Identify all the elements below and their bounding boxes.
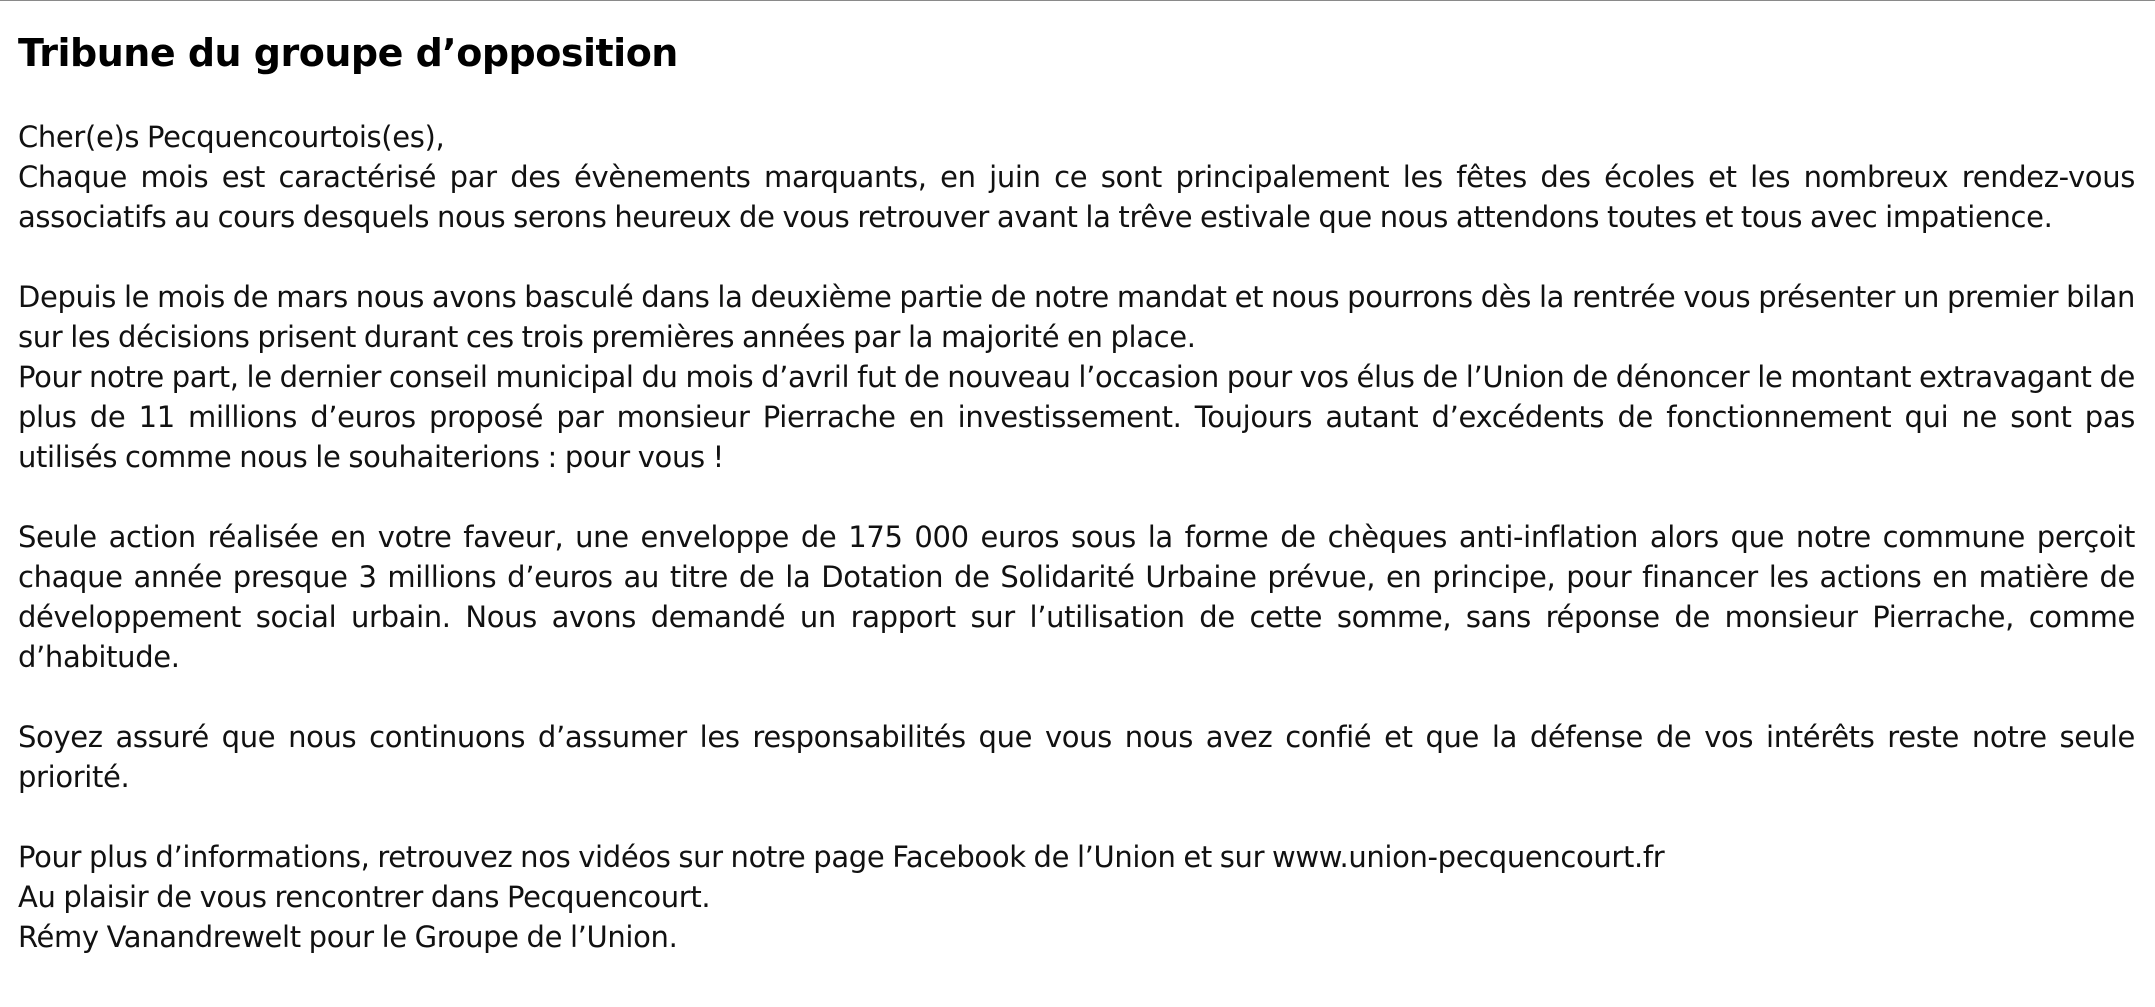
paragraph-council: Pour notre part, le dernier conseil municipal du mois d’avril fut de nouveau l’occasion pour vos élus de l’Union de dénoncer le montant extravagant de plus de 11 millions d’euros proposé par monsieur Pierrache en investissement. Toujours autant d’excédents de fonctionnement qui ne sont pas utilisés comme nous le souhaiterions : pour vous ! xyxy=(18,360,2135,474)
salutation: Cher(e)s Pecquencourtois(es), xyxy=(18,120,445,154)
signature-line: Rémy Vanandrewelt pour le Groupe de l’Union. xyxy=(18,920,678,954)
paragraph-gap xyxy=(18,237,2135,277)
info-line: Pour plus d’informations, retrouvez nos vidéos sur notre page Facebook de l’Union et sur www.union-pecquencourt.fr xyxy=(18,840,1665,874)
greeting-line: Au plaisir de vous rencontrer dans Pecquencourt. xyxy=(18,880,711,914)
paragraph-commitment: Soyez assuré que nous continuons d’assumer les responsabilités que vous nous avez confié et que la défense de vos intérêts reste notre seule priorité. xyxy=(18,720,2135,794)
paragraph-gap xyxy=(18,677,2135,717)
paragraph-gap xyxy=(18,477,2135,517)
paragraph-mandate: Depuis le mois de mars nous avons basculé dans la deuxième partie de notre mandat et nous pourrons dès la rentrée vous présenter un premier bilan sur les décisions prisent durant ces trois premières années par la majorité en place. xyxy=(18,280,2135,354)
paragraph-gap xyxy=(18,797,2135,837)
article-title: Tribune du groupe d’opposition xyxy=(18,31,678,75)
opposition-column-article xyxy=(18,24,2135,957)
top-divider xyxy=(0,0,2155,1)
paragraph-events: Chaque mois est caractérisé par des évènements marquants, en juin ce sont principalement les fêtes des écoles et les nombreux rendez-vous associatifs au cours desquels nous serons heureux de vous retrouver avant la trêve estivale que nous attendons toutes et tous avec impatience. xyxy=(18,160,2135,234)
paragraph-inflation: Seule action réalisée en votre faveur, une enveloppe de 175 000 euros sous la forme de chèques anti-inflation alors que notre commune perçoit chaque année presque 3 millions d’euros au titre de la Dotation de Solidarité Urbaine prévue, en principe, pour financer les actions en matière de développement social urbain. Nous avons demandé un rapport sur l’utilisation de cette somme, sans réponse de monsieur Pierrache, comme d’habitude. xyxy=(18,520,2135,674)
